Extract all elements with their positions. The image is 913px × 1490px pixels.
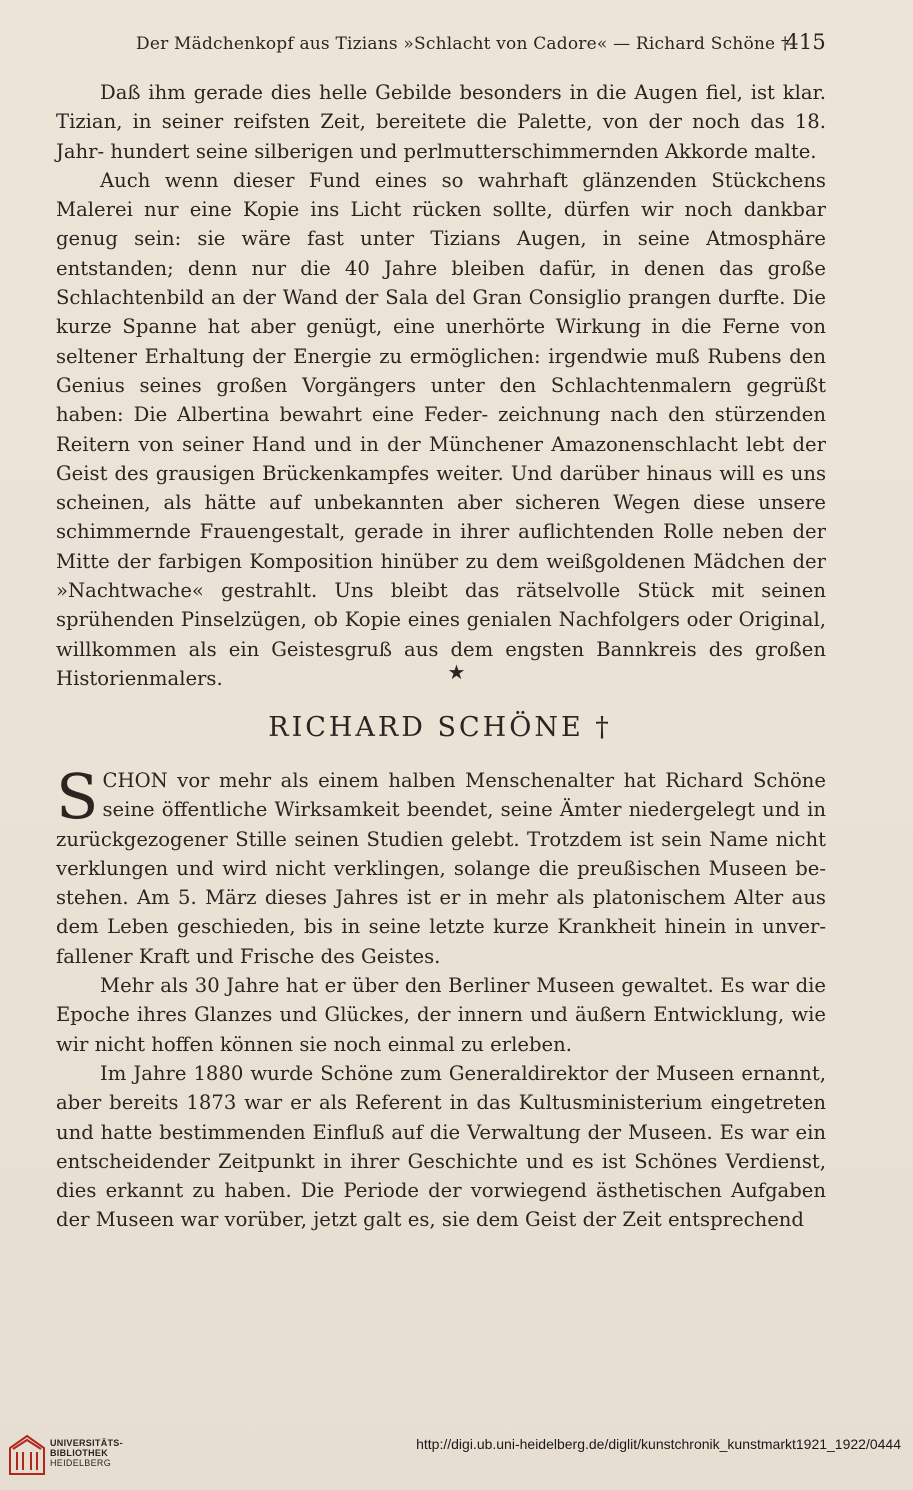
library-footer [0,1426,913,1490]
source-url-link[interactable]: http://digi.ub.uni-heidelberg.de/diglit/kunstchronik_kunstmarkt1921_1922/0444 [416,1436,901,1452]
drop-cap: S [56,760,99,833]
obituary-body [56,760,826,1235]
running-header [136,30,826,60]
library-name-line: BIBLIOTHEK [50,1448,108,1458]
paragraph: Im Jahre 1880 wurde Schöne zum Generaldirektor der Museen ernannt, aber bereits 1873 war er als Referent in das Kultusministerium eingetreten und hatte bestimmenden Einfluß auf die Verwaltung der Museen. Es war ein entscheidender Zeitpunkt in ihrer Geschichte und es ist Schönes Verdienst, dies erkannt zu haben. Die Periode der vorwiegend ästhetischen Aufgaben der Museen war vorüber, jetzt galt es, sie dem Geist der Zeit entsprechend [56,1061,826,1232]
running-title: Der Mädchenkopf aus Tizians »Schlacht von Cadore« — Richard Schöne † [136,34,790,54]
paragraph: Daß ihm gerade dies helle Gebilde besonders in die Augen fiel, ist klar. Tizian, in seiner reifsten Zeit, bereitete die Palette, von der noch das 18. Jahr- hundert seine silberigen und perlmutterschimmernden Akkorde malte. [56,81,826,163]
section-title: RICHARD SCHÖNE † [268,712,612,743]
first-paragraph [56,760,826,971]
first-paragraph-text: CHON vor mehr als einem halben Menschenalter hat Richard Schöne seine öffentliche Wirksamkeit beendet, seine Ämter niedergelegt und in zurückgezogener Stille seinen Studien gelebt. Trotzdem ist sein Name nicht verklungen und wird nicht verklingen, solange die preußischen Museen be- stehen. Am 5. März dieses Jahres ist er in mehr als platonischem Alter aus dem Leben geschieden, bis in seine letzte kurze Krankheit hinein in unver- fallener Kraft und Frische des Geistes. [56,769,826,968]
paragraph: Mehr als 30 Jahre hat er über den Berliner Museen gewaltet. Es war die Epoche ihres Glanzes und Glückes, der innern und äußern Entwicklung, wie wir nicht hoffen können sie noch einmal zu erleben. [56,974,826,1056]
library-logo-icon [8,1434,46,1476]
paragraph: Auch wenn dieser Fund eines so wahrhaft glänzenden Stückchens Malerei nur eine Kopie ins Licht rücken sollte, dürfen wir noch dankbar genug sein: sie wäre fast unter Tizians Augen, in seine Atmosphäre entstanden; denn nur die 40 Jahre bleiben dafür, in denen das große Schlachtenbild an der Wand der Sala del Gran Consiglio prangen durfte. Die kurze Spanne hat aber genügt, eine unerhörte Wirkung in die Ferne von seltener Erhaltung der Energie zu ermöglichen: irgendwie muß Rubens den Genius seines großen Vorgängers unter den Schlachtenmalern gegrüßt haben: Die Albertina bewahrt eine Feder- zeichnung nach den stürzenden Reitern von seiner Hand und in der Münchener Amazonenschlacht lebt der Geist des grausigen Brückenkampfes weiter. Und darüber hinaus will es uns scheinen, als hätte auf unbekannten aber sicheren Wegen diese unsere schimmernde Frauengestalt, gerade in ihrer auflichtenden Rolle neben der Mitte der farbigen Komposition hinüber zu dem weißgoldenen Mädchen der »Nachtwache« gestrahlt. Uns bleibt das rätselvolle Stück mit seinen sprühenden Pinselzügen, ob Kopie eines genialen Nachfolgers oder Original, willkommen als ein Geistesgruß aus dem engsten Bannkreis des großen Historienmalers. [56,168,826,690]
library-name-line: UNIVERSITÄTS- [50,1438,123,1448]
page-number: 415 [785,30,826,54]
library-name [50,1438,123,1468]
article-body [56,78,826,693]
section-separator: ★ [447,660,466,684]
library-name-line: HEIDELBERG [50,1458,112,1468]
